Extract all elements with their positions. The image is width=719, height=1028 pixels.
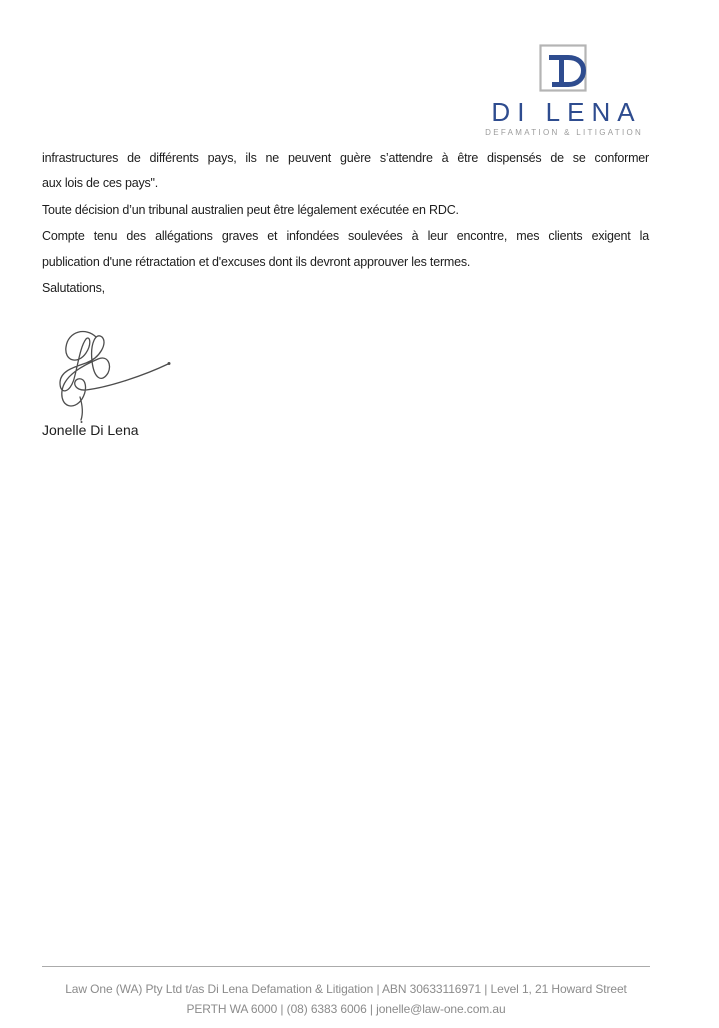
signatory-name: Jonelle Di Lena xyxy=(42,422,139,438)
paragraph-line: publication d'une rétractation et d'excuses dont ils devront approuver les termes. xyxy=(42,254,471,269)
logo-title: DI LENA xyxy=(491,97,642,127)
paragraph xyxy=(42,224,649,275)
paragraph xyxy=(42,146,649,197)
paragraph-line: aux lois de ces pays". xyxy=(42,176,159,191)
letter-body xyxy=(42,146,649,302)
signature-scribble-icon xyxy=(50,327,190,427)
paragraph xyxy=(42,198,649,223)
di-lena-logo xyxy=(471,44,655,138)
footer-line-1: Law One (WA) Pty Ltd t/as Di Lena Defamation & Litigation | ABN 30633116971 | Level 1, 21 Howard Street xyxy=(65,982,627,996)
logo-subtitle: DEFAMATION & LITIGATION xyxy=(485,128,644,137)
paragraph-line: Compte tenu des allégations graves et infondées soulevées à leur encontre, mes clients exigent la xyxy=(42,229,649,244)
page-footer xyxy=(42,966,650,1019)
closing-line: Salutations, xyxy=(42,281,105,296)
footer-line-2: PERTH WA 6000 | (08) 6383 6006 | jonelle@law-one.com.au xyxy=(186,1002,506,1016)
di-lena-monogram-icon xyxy=(539,44,587,92)
paragraph-line: infrastructures de différents pays, ils ne peuvent guère s’attendre à être dispensés de se conformer xyxy=(42,151,649,165)
paragraph-line: Toute décision d’un tribunal australien peut être légalement exécutée en RDC. xyxy=(42,202,459,217)
